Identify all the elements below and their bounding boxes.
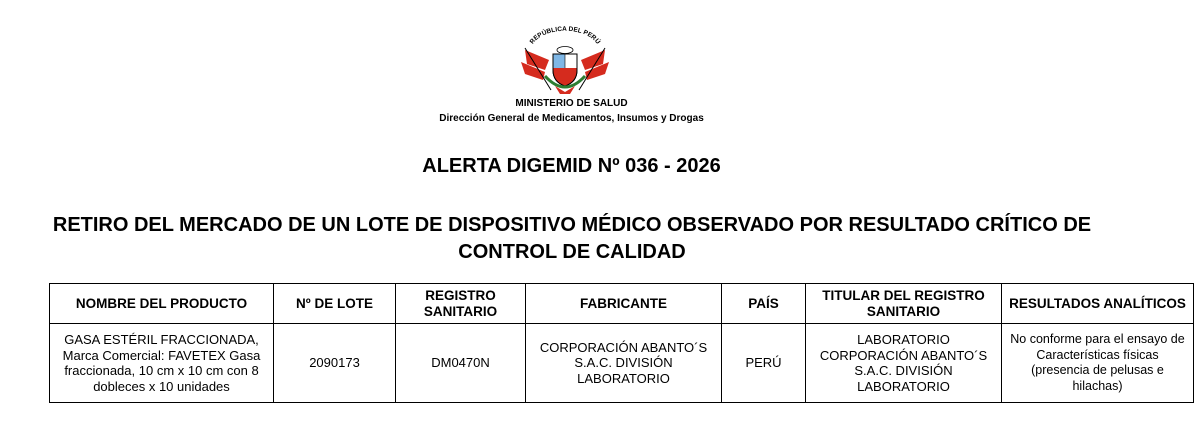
cell-sanitary-registration: DM0470N xyxy=(396,324,526,403)
header-analytical-results: RESULTADOS ANALÍTICOS xyxy=(1002,284,1194,324)
peru-coat-of-arms-emblem xyxy=(515,20,615,98)
cell-lot-number: 2090173 xyxy=(274,324,396,403)
header-lot-number: Nº DE LOTE xyxy=(274,284,396,324)
header-product-name: NOMBRE DEL PRODUCTO xyxy=(50,284,274,324)
header-sanitary-registration: REGISTRO SANITARIO xyxy=(396,284,526,324)
directorate-name: Dirección General de Medicamentos, Insumos y Drogas xyxy=(439,113,704,124)
alert-title: ALERTA DIGEMID Nº 036 - 2026 xyxy=(422,155,721,177)
cell-manufacturer: CORPORACIÓN ABANTO´S S.A.C. DIVISIÓN LABORATORIO xyxy=(526,324,722,403)
header-manufacturer: FABRICANTE xyxy=(526,284,722,324)
ministry-name: MINISTERIO DE SALUD xyxy=(515,98,628,109)
cell-registration-holder: LABORATORIO CORPORACIÓN ABANTO´S S.A.C. DIVISIÓN LABORATORIO xyxy=(806,324,1002,403)
emblem-text: REPÚBLICA DEL PERÚ xyxy=(528,25,602,46)
cell-country: PERÚ xyxy=(722,324,806,403)
table-header-row xyxy=(50,284,1194,324)
svg-text:REPÚBLICA DEL PERÚ xyxy=(529,26,603,46)
cell-analytical-results: No conforme para el ensayo de Características físicas (presencia de pelusas e hilachas) xyxy=(1002,324,1194,403)
product-table xyxy=(49,283,1194,403)
cell-product-name: GASA ESTÉRIL FRACCIONADA, Marca Comercial: FAVETEX Gasa fraccionada, 10 cm x 10 cm con 8 dobleces x 10 unidades xyxy=(50,324,274,403)
header-registration-holder: TITULAR DEL REGISTRO SANITARIO xyxy=(806,284,1002,324)
alert-headline: RETIRO DEL MERCADO DE UN LOTE DE DISPOSITIVO MÉDICO OBSERVADO POR RESULTADO CRÍTICO DE CONTROL DE CALIDAD xyxy=(52,214,1092,263)
header-country: PAÍS xyxy=(722,284,806,324)
table-row xyxy=(50,324,1194,403)
